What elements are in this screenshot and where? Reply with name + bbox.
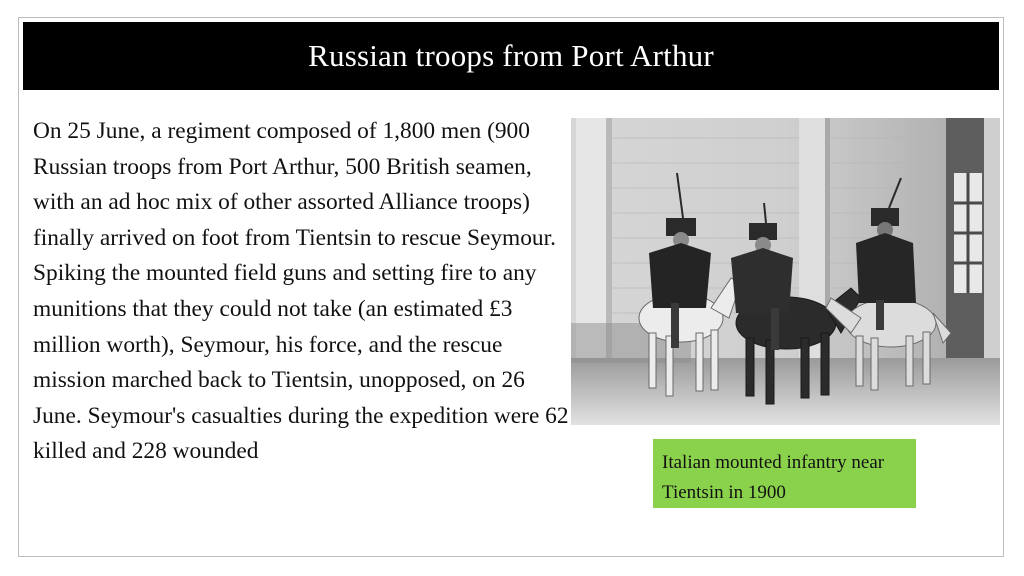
historical-photo bbox=[571, 118, 1000, 425]
photo-caption: Italian mounted infantry near Tientsin in 1900 bbox=[653, 439, 916, 508]
body-text: On 25 June, a regiment composed of 1,800 men (900 Russian troops from Port Arthur, 500 British seamen, with an ad hoc mix of other assorted Alliance troops) finally arrived on foot from Tientsin to rescue Seymour. Spiking the mounted field guns and setting fire to any munitions that they could not take (an estimated £3 million worth), Seymour, his force, and the rescue mission marched back to Tientsin, unopposed, on 26 June. Seymour's casualties during the expedition were 62 killed and 228 wounded bbox=[33, 118, 569, 465]
title-bar bbox=[23, 22, 999, 90]
slide-frame bbox=[18, 17, 1004, 557]
slide-title: Russian troops from Port Arthur bbox=[308, 38, 714, 73]
